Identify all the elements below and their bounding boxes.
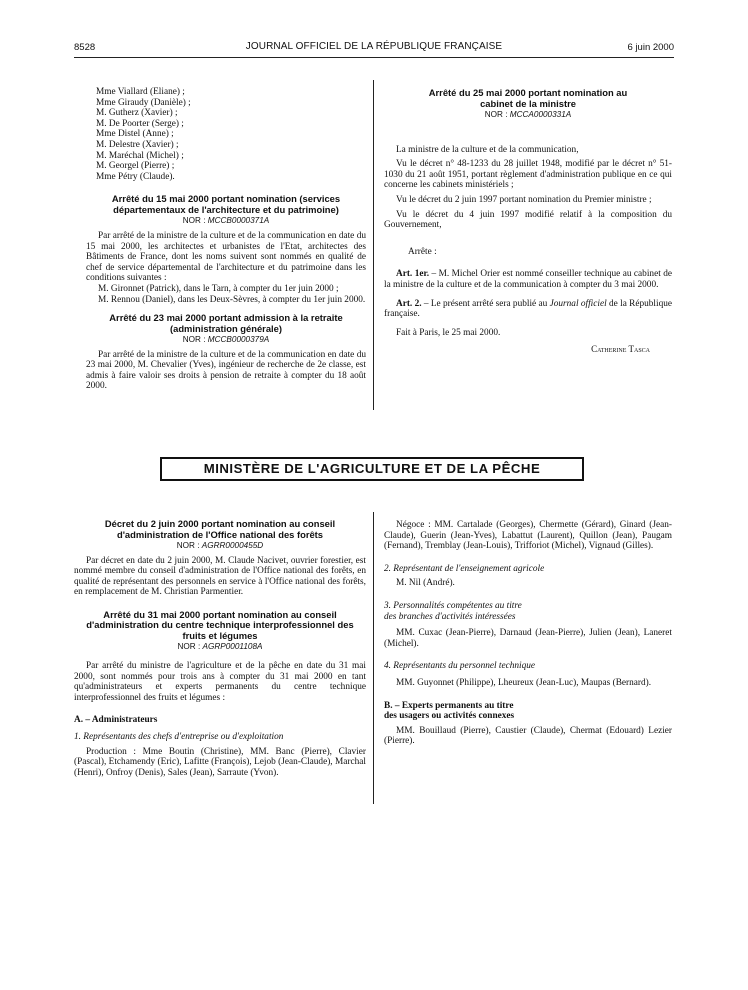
bottom-right-column — [384, 520, 672, 747]
nor-reference: NOR : MCCA0000331A — [484, 110, 572, 119]
article-1: Art. 1er. – M. Michel Orier est nommé conseiller technique au cabinet de la ministre de la culture et de la communication à compter du 3 mai 2000. — [384, 269, 672, 290]
journal-title: JOURNAL OFFICIEL DE LA RÉPUBLIQUE FRANÇAISE — [245, 41, 503, 52]
nor-reference: NOR : AGRP0001108A — [177, 642, 263, 652]
done-at-paris: Fait à Paris, le 25 mai 2000. — [396, 327, 501, 338]
issue-date: 6 juin 2000 — [627, 42, 674, 53]
subsection-4-members: MM. Guyonnet (Philippe), Lheureux (Jean-Luc), Maupas (Bernard). — [396, 677, 652, 688]
vu-decret-gouvernement: Vu le décret du 4 juin 1997 modifié relatif à la composition du Gouvernement, — [384, 209, 672, 231]
vu-decret-premier-ministre: Vu le décret du 2 juin 1997 portant nomination du Premier ministre ; — [396, 194, 652, 205]
list-item: M. Maréchal (Michel) ; — [96, 150, 184, 161]
subsection-2-heading: 2. Représentant de l'enseignement agricole — [384, 563, 545, 574]
arrete-31-mai-body: Par arrêté du ministre de l'agriculture et de la pêche en date du 31 mai 2000, sont nommés pour trois ans à compter du 31 mai 2000 en tant qu'administrateurs et experts permanents du centre technique interprofessionnel des fruits et légumes : — [74, 661, 366, 703]
preamble-minister: La ministre de la culture et de la communication, — [396, 144, 579, 155]
name-list — [86, 87, 366, 182]
arrete-label: Arrête : — [408, 246, 437, 257]
list-item: M. Delestre (Xavier) ; — [96, 139, 179, 150]
page-number: 8528 — [74, 42, 96, 53]
production-members: Production : Mme Boutin (Christine), MM. Banc (Pierre), Clavier (Pascal), Etchamendy (Eric), Lafitte (François), Lejob (Jean-Claude), Marchal (Henri), Onfroy (Denis), Sales (Jean), Sarraute (Yvon). — [74, 746, 366, 778]
decret-2-juin-body: Par décret en date du 2 juin 2000, M. Claude Nacivet, ouvrier forestier, est nommé membre du conseil d'administration de l'Office national des forêts, en qualité de représentant des personnels en service à l'Office national des forêts, en remplacement de M. Christian Parmentier. — [74, 555, 366, 598]
subsection-3-heading-line-1: 3. Personnalités compétentes au titre — [384, 600, 522, 611]
signature: Catherine Tasca — [591, 344, 650, 355]
subsection-3-heading-line-2: des branches d'activités intéressées — [384, 611, 516, 622]
article-2: Art. 2. – Le présent arrêté sera publié au Journal officiel de la République française. — [384, 298, 673, 320]
subsection-2-members: M. Nil (André). — [396, 578, 455, 589]
negoce-members: Négoce : MM. Cartalade (Georges), Chermette (Gérard), Ginard (Jean-Claude), Guerin (Jean-Yves), Labattut (Laurent), Quillon (Jean), Paugam (Fernand), Tremblay (Jean-Louis), Trifforiot (Michel), Vignaud (Gilles). — [384, 520, 672, 552]
arrete-15-mai-title: Arrêté du 15 mai 2000 portant nomination (services départementaux de l'architecture et du patrimoine) — [111, 193, 341, 215]
column-divider-top — [373, 80, 374, 410]
list-item: Mme Pétry (Claude). — [96, 171, 175, 182]
ministry-banner: MINISTÈRE DE L'AGRICULTURE ET DE LA PÊCHE — [160, 457, 584, 481]
arrete-15-mai-item-2: M. Rennou (Daniel), dans les Deux-Sèvres, à compter du 1er juin 2000. — [98, 294, 366, 305]
nor-reference: NOR : MCCB0000379A — [182, 335, 270, 345]
vu-decret-1948: Vu le décret n° 48-1233 du 28 juillet 1948, modifié par le décret n° 51-1030 du 21 août 1951, portant règlement d'administration publique en ce qui concerne les cabinets ministériels ; — [384, 159, 672, 191]
header-rule — [74, 57, 674, 58]
nor-reference: NOR : MCCB0000371A — [182, 216, 270, 226]
section-b-heading-line-2: des usagers ou activités connexes — [384, 711, 515, 722]
column-divider-bottom — [373, 512, 374, 804]
subsection-4-heading: 4. Représentants du personnel technique — [384, 661, 536, 672]
nor-reference: NOR : AGRR0000455D — [176, 541, 264, 550]
list-item: M. Georgel (Pierre) ; — [96, 161, 175, 172]
decret-2-juin-title: Décret du 2 juin 2000 portant nomination au conseil d'administration de l'Office national des forêts — [104, 518, 336, 540]
list-item: Mme Distel (Anne) ; — [96, 129, 174, 140]
list-item: Mme Giraudy (Danièle) ; — [96, 97, 191, 108]
arrete-25-mai-title: Arrêté du 25 mai 2000 portant nomination au cabinet de la ministre — [428, 87, 628, 109]
list-item: M. De Poorter (Serge) ; — [96, 118, 184, 129]
list-item: M. Gutherz (Xavier) ; — [96, 108, 178, 119]
arrete-23-mai-title: Arrêté du 23 mai 2000 portant admission à la retraite (administration générale) — [109, 312, 343, 334]
running-header — [74, 40, 674, 56]
list-item: Mme Viallard (Eliane) ; — [96, 87, 185, 97]
bottom-left-column — [74, 519, 366, 778]
section-b-heading-line-1: B. – Experts permanents au titre — [384, 700, 514, 711]
subsection-3-members: MM. Cuxac (Jean-Pierre), Darnaud (Jean-Pierre), Julien (Jean), Laneret (Michel). — [384, 628, 672, 649]
subsection-1-heading: 1. Représentants des chefs d'entreprise ou d'exploitation — [74, 732, 284, 743]
section-a-heading: A. – Administrateurs — [74, 715, 158, 726]
arrete-15-mai-item-1: M. Gironnet (Patrick), dans le Tarn, à compter du 1er juin 2000 ; — [98, 283, 339, 294]
top-right-column — [384, 88, 672, 355]
arrete-15-mai-body: Par arrêté de la ministre de la culture et de la communication en date du 15 mai 2000, les architectes et urbanistes de l'Etat, architectes des Bâtiments de France, dont les noms suivent sont nommés en qualité de chef de service départemental de l'architecture et du patrimoine dans les conditions suivantes : — [86, 230, 366, 284]
arrete-23-mai-body: Par arrêté de la ministre de la culture et de la communication en date du 23 mai 2000, M. Chevalier (Yves), ingénieur de recherche de 2e classe, est admis à faire valoir ses droits à pension de retraite à compter du 18 août 2000. — [86, 349, 366, 392]
section-b-members: MM. Bouillaud (Pierre), Caustier (Claude), Chermat (Edouard) Lezier (Pierre). — [384, 725, 672, 747]
arrete-31-mai-title: Arrêté du 31 mai 2000 portant nomination au conseil d'administration du centre technique interprofessionnel des fruits et légumes — [86, 608, 354, 641]
top-left-column — [86, 87, 366, 392]
